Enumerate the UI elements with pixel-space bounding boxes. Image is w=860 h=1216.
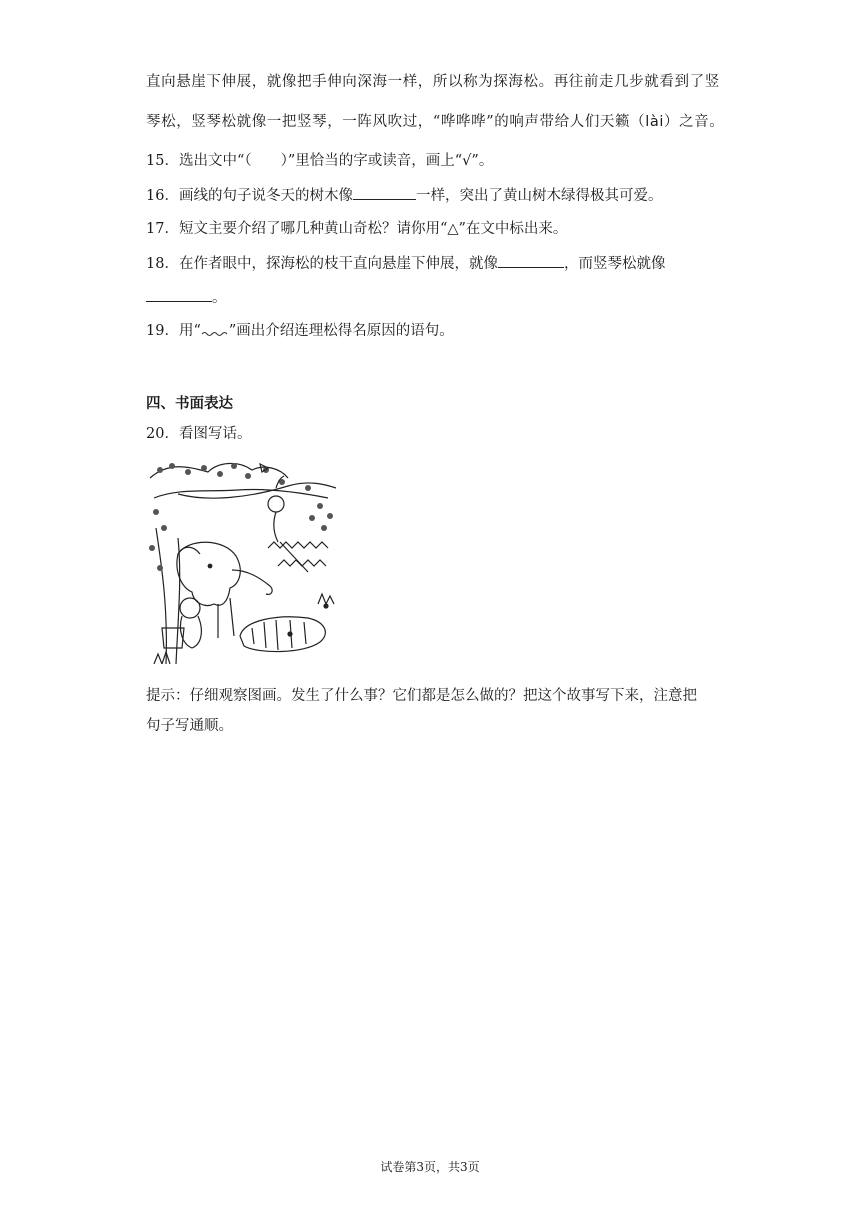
question-text: 16．画线的句子说冬天的树木像 [146, 188, 353, 204]
answer-blank[interactable] [498, 253, 564, 268]
hint-text: 提示：仔细观察图画。发生了什么事？它们都是怎么做的？把这个故事写下来，注意把 [146, 688, 697, 704]
passage-text: 直向悬崖下伸展，就像把手伸向深海一样，所以称为探海松。再往前走几步就看到了竖 [146, 74, 720, 90]
question-text: 19．用“ [146, 323, 201, 339]
passage-line-1 [146, 72, 720, 92]
question-17 [146, 219, 567, 239]
question-text: 。 [212, 290, 227, 306]
question-text: 一样，突出了黄山树木绿得极其可爱。 [415, 188, 663, 204]
answer-blank[interactable] [146, 287, 212, 302]
story-illustration [148, 458, 338, 664]
hint-line-2 [146, 716, 233, 736]
question-18-continuation [146, 287, 227, 308]
passage-text: 琴松，竖琴松就像一把竖琴，一阵风吹过，“哗哗哗”的响声带给人们天籁（ [146, 114, 646, 130]
pinyin-annotation: lài [645, 114, 664, 130]
question-text: ，而竖琴松就像 [563, 256, 666, 272]
passage-text: ）之音。 [663, 114, 725, 130]
wavy-underline-icon [201, 325, 229, 337]
page-footer [0, 1158, 860, 1175]
hint-text: 句子写通顺。 [146, 718, 233, 734]
question-16 [146, 185, 662, 206]
question-20 [146, 424, 251, 444]
question-text: ”画出介绍连理松得名原因的语句。 [228, 323, 454, 339]
section-title: 四、书面表达 [146, 395, 233, 412]
question-text: 20．看图写话。 [146, 426, 252, 442]
section-heading [146, 394, 233, 414]
question-text: 15．选出文中“（ ）”里恰当的字或读音，画上“√”。 [146, 153, 494, 169]
question-19 [146, 321, 454, 341]
hint-line-1 [146, 686, 697, 706]
question-18 [146, 253, 665, 274]
page-number: 试卷第3页，共3页 [380, 1160, 480, 1174]
question-15 [146, 151, 493, 171]
question-text: 18．在作者眼中，探海松的枝干直向悬崖下伸展，就像 [146, 256, 498, 272]
answer-blank[interactable] [353, 185, 416, 200]
passage-line-2 [146, 112, 724, 132]
question-text: 17．短文主要介绍了哪几种黄山奇松？请你用“△”在文中标出来。 [146, 221, 568, 237]
